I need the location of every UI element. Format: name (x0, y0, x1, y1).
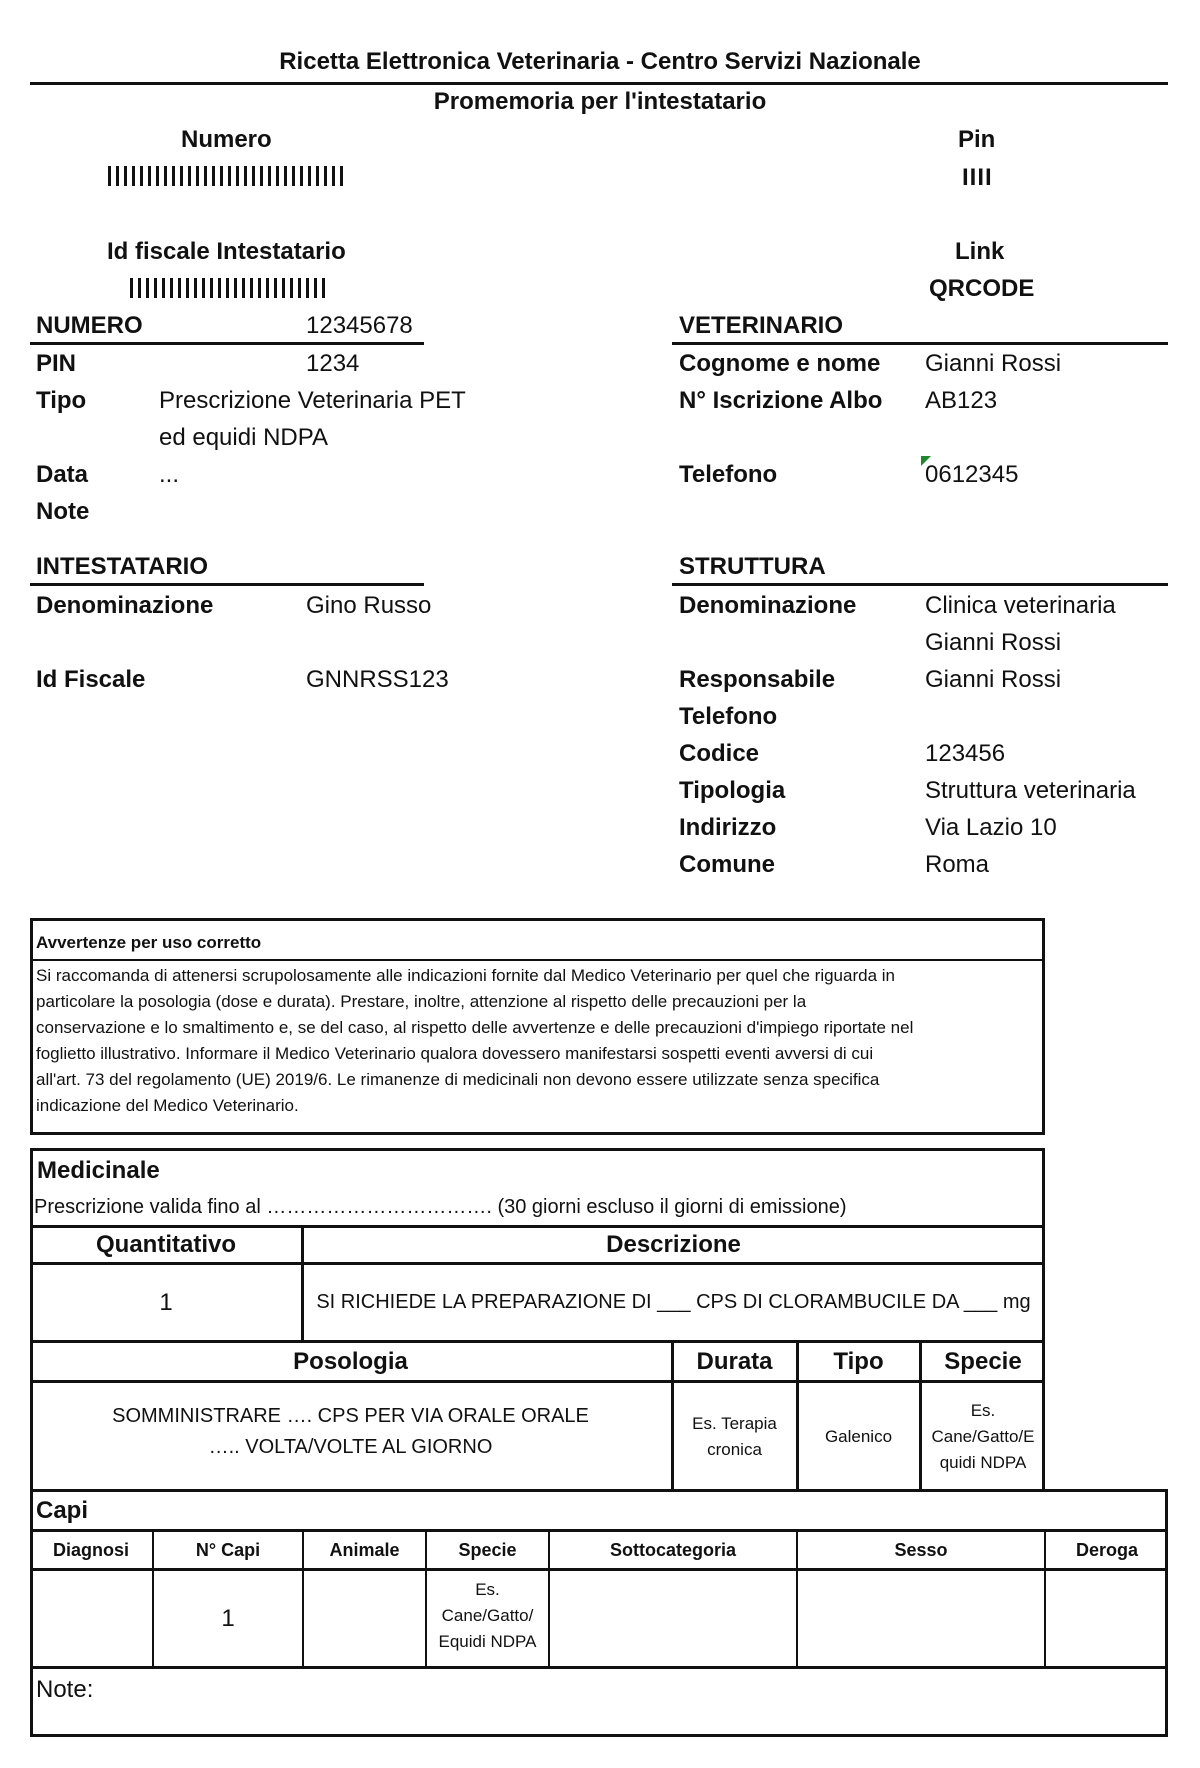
str-telefono-label: Telefono (679, 703, 778, 730)
capi-col-divider-4 (548, 1532, 550, 1666)
capi-col-diagnosi: Diagnosi (52, 1539, 129, 1560)
str-indirizzo-value: Via Lazio 10 (925, 814, 1057, 841)
specie-line1: Es. (970, 1401, 996, 1420)
medicinale-col-divider (301, 1228, 304, 1340)
avvertenze-line-3: conservazione e lo smaltimento e, se del caso, al rispetto delle avvertenze e delle precauzioni d'impiego riportate nel (36, 1018, 914, 1037)
numero-value: 12345678 (306, 312, 413, 339)
avvertenze-title: Avvertenze per uso corretto (36, 933, 262, 952)
specie-line3: quidi NDPA (939, 1453, 1027, 1472)
vet-telefono-value: 0612345 (925, 461, 1019, 488)
capi-col-divider-3 (425, 1532, 427, 1666)
capi-col-divider-6 (1044, 1532, 1046, 1666)
posologia-col-divider (671, 1343, 674, 1492)
intestatario-divider (30, 583, 424, 586)
avvertenze-line-1: Si raccomanda di attenersi scrupolosamente alle indicazioni fornite dal Medico Veterinario per quel che riguarda in (36, 966, 895, 985)
specie-line2: Cane/Gatto/E (931, 1427, 1035, 1446)
title-divider (30, 82, 1168, 85)
int-denominazione-label: Denominazione (36, 592, 214, 619)
tipo-value-line1: Prescrizione Veterinaria PET (159, 387, 466, 414)
veterinario-divider (672, 342, 1168, 345)
posologia-line2: ….. VOLTA/VOLTE AL GIORNO (208, 1436, 493, 1458)
str-responsabile-value: Gianni Rossi (925, 666, 1062, 693)
durata-line2: cronica (707, 1440, 762, 1459)
durata-col-divider (796, 1343, 799, 1492)
str-tipologia-label: Tipologia (679, 777, 786, 804)
durata-line1: Es. Terapia (692, 1414, 777, 1433)
posologia-header: Posologia (293, 1347, 408, 1375)
int-id-fiscale-value: GNNRSS123 (306, 666, 449, 693)
capi-col-divider-1 (152, 1532, 154, 1666)
capi-col-sottocategoria: Sottocategoria (609, 1539, 737, 1560)
str-comune-label: Comune (679, 851, 775, 878)
capi-row-divider-3 (30, 1666, 1168, 1669)
avvertenze-box (30, 918, 1045, 1135)
tipo-col-divider (919, 1343, 922, 1492)
pin-barcode: IIII (962, 164, 993, 191)
capi-col-divider-5 (796, 1532, 798, 1666)
tipo-label: Tipo (36, 387, 87, 414)
capi-col-n-capi: N° Capi (195, 1539, 261, 1560)
pin-label: PIN (36, 350, 77, 377)
struttura-heading: STRUTTURA (679, 553, 826, 580)
avvertenze-line-5: all'art. 73 del regolamento (UE) 2019/6. Le rimanenze di medicinali non devono essere utilizzate senza specifica (36, 1070, 880, 1089)
quantitativo-value: 1 (159, 1288, 173, 1316)
descrizione-header: Descrizione (606, 1231, 741, 1258)
pin-header-label: Pin (958, 126, 996, 153)
str-denominazione-line1: Clinica veterinaria (925, 592, 1116, 619)
str-codice-value: 123456 (925, 740, 1006, 767)
qrcode-label[interactable]: QRCODE (929, 275, 1035, 302)
durata-header: Durata (696, 1347, 773, 1375)
int-id-fiscale-label: Id Fiscale (36, 666, 146, 693)
str-denominazione-label: Denominazione (679, 592, 857, 619)
intestatario-heading: INTESTATARIO (36, 553, 208, 580)
numero-divider (30, 342, 424, 345)
capi-heading: Capi (36, 1497, 89, 1524)
veterinario-heading: VETERINARIO (679, 312, 844, 339)
specie-header: Specie (944, 1347, 1022, 1375)
pin-value: 1234 (306, 350, 360, 377)
vet-nome-label: Cognome e nome (679, 350, 881, 377)
numero-header-label: Numero (181, 126, 272, 153)
vet-telefono-label: Telefono (679, 461, 778, 488)
struttura-divider (672, 583, 1168, 586)
descrizione-value: SI RICHIEDE LA PREPARAZIONE DI ___ CPS DI CLORAMBUCILE DA ___ mg (316, 1291, 1031, 1313)
str-denominazione-line2: Gianni Rossi (925, 629, 1062, 656)
str-tipologia-value: Struttura veterinaria (925, 777, 1136, 804)
capi-specie-line3: Equidi NDPA (438, 1632, 537, 1651)
data-label: Data (36, 461, 89, 488)
medicinale-row-divider-4 (30, 1380, 1045, 1383)
avvertenze-line-6: indicazione del Medico Veterinario. (36, 1096, 299, 1115)
numero-label: NUMERO (36, 312, 143, 339)
capi-col-specie: Specie (458, 1539, 517, 1560)
vet-albo-label: N° Iscrizione Albo (679, 387, 883, 414)
id-fiscale-header-label: Id fiscale Intestatario (107, 238, 346, 265)
tipo-header: Tipo (833, 1347, 884, 1375)
vet-nome-value: Gianni Rossi (925, 350, 1062, 377)
quantitativo-header: Quantitativo (95, 1231, 236, 1258)
int-denominazione-value: Gino Russo (306, 592, 432, 619)
validita-text: Prescrizione valida fino al ……………………………. (30 giorni escluso il giorni di emissione) (34, 1196, 847, 1218)
posologia-line1: SOMMINISTRARE …. CPS PER VIA ORALE ORALE (112, 1405, 589, 1427)
avvertenze-divider (33, 959, 1042, 961)
capi-col-animale: Animale (329, 1539, 400, 1560)
capi-col-sesso: Sesso (894, 1539, 948, 1560)
link-label[interactable]: Link (955, 238, 1005, 265)
capi-n-capi-value: 1 (221, 1604, 235, 1632)
str-codice-label: Codice (679, 740, 760, 767)
capi-specie-line2: Cane/Gatto/ (441, 1606, 534, 1625)
document-title: Ricetta Elettronica Veterinaria - Centro Servizi Nazionale (279, 48, 921, 75)
note-label: Note (36, 498, 90, 525)
str-responsabile-label: Responsabile (679, 666, 836, 693)
medicinale-heading: Medicinale (37, 1157, 160, 1184)
capi-col-deroga: Deroga (1075, 1539, 1138, 1560)
tipo-value: Galenico (824, 1427, 893, 1446)
capi-specie-line1: Es. (475, 1580, 500, 1599)
capi-note-label: Note: (36, 1676, 94, 1703)
capi-col-divider-2 (302, 1532, 304, 1666)
avvertenze-line-4: foglietto illustrativo. Informare il Medico Veterinario qualora dovessero manifestarsi sospetti eventi avversi di cui (36, 1044, 874, 1063)
tipo-value-line2: ed equidi NDPA (159, 424, 328, 451)
numero-barcode (108, 166, 348, 186)
id-fiscale-barcode (130, 278, 328, 298)
str-comune-value: Roma (925, 851, 990, 878)
str-indirizzo-label: Indirizzo (679, 814, 777, 841)
data-value: ... (159, 461, 180, 488)
vet-albo-value: AB123 (925, 387, 998, 414)
document-subtitle: Promemoria per l'intestatario (433, 88, 767, 115)
avvertenze-line-2: particolare la posologia (dose e durata). Prestare, inoltre, attenzione al rispetto delle precauzioni per la (36, 992, 807, 1011)
